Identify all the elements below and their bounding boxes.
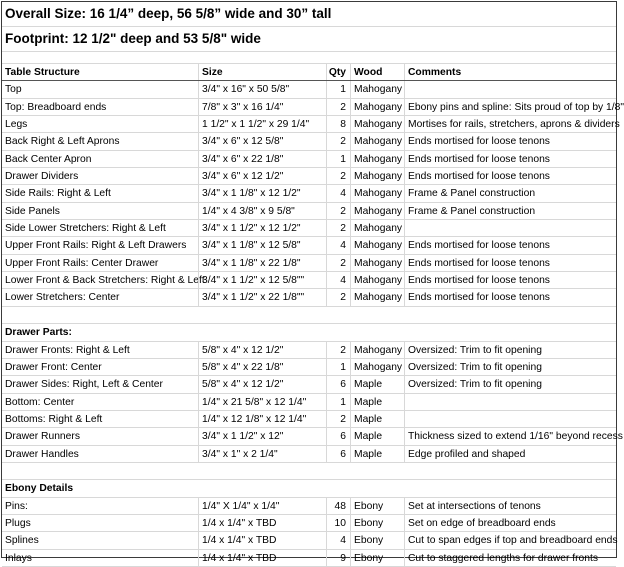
part-cell: Side Lower Stretchers: Right & Left [5, 223, 166, 235]
comments-cell: Ends mortised for loose tenons [404, 168, 616, 184]
size-cell: 1 1/2" x 1 1/2" x 29 1/4" [198, 116, 326, 132]
wood-cell: Mahogany [350, 272, 404, 288]
wood-cell: Mahogany [350, 133, 404, 149]
wood-cell: Mahogany [350, 342, 404, 358]
comments-cell: Oversized: Trim to fit opening [404, 359, 616, 375]
table-row [2, 116, 620, 133]
qty-cell: 48 [326, 498, 350, 514]
empty-row [2, 307, 616, 324]
qty-cell: 4 [326, 532, 350, 548]
ebony-details-heading [2, 480, 616, 497]
drawer-parts-title: Drawer Parts: [5, 327, 72, 339]
part-cell: Legs [5, 119, 28, 131]
part-cell: Drawer Fronts: Right & Left [5, 344, 130, 356]
qty-cell: 8 [326, 116, 350, 132]
spacer-row [2, 52, 616, 64]
comments-cell: Ends mortised for loose tenons [404, 255, 616, 271]
table-row [2, 168, 616, 185]
comments-cell: Cut to span edges if top and breadboard ends [404, 532, 616, 548]
qty-cell: 4 [326, 185, 350, 201]
qty-cell: 6 [326, 428, 350, 444]
wood-cell: Maple [350, 411, 404, 427]
wood-cell: Mahogany [350, 203, 404, 219]
comments-cell [404, 394, 616, 410]
comments-cell [404, 81, 616, 97]
qty-cell: 2 [326, 220, 350, 236]
part-cell: Lower Front & Back Stretchers: Right & Left [5, 275, 205, 287]
table-row [2, 133, 616, 150]
size-cell: 1/4" x 4 3/8" x 9 5/8" [198, 203, 326, 219]
table-row [2, 81, 616, 98]
table-row [2, 498, 616, 515]
part-cell: Upper Front Rails: Right & Left Drawers [5, 240, 187, 252]
comments-cell: Frame & Panel construction [404, 203, 616, 219]
size-cell: 3/4" x 1 1/8" x 22 1/8" [198, 255, 326, 271]
wood-cell: Mahogany [350, 185, 404, 201]
size-cell: 1/4" x 12 1/8" x 12 1/4" [198, 411, 326, 427]
qty-cell: 2 [326, 289, 350, 305]
table-row [2, 342, 616, 359]
size-cell: 3/4" x 1 1/2" x 12" [198, 428, 326, 444]
part-cell: Back Center Apron [5, 153, 92, 165]
part-cell: Drawer Handles [5, 448, 79, 460]
table-row [2, 428, 623, 445]
qty-cell: 6 [326, 376, 350, 392]
table-row [2, 220, 616, 237]
wood-cell: Mahogany [350, 255, 404, 271]
part-cell: Splines [5, 535, 39, 547]
size-cell: 1/4 x 1/4" x TBD [198, 550, 326, 566]
wood-cell: Maple [350, 394, 404, 410]
qty-cell: 2 [326, 203, 350, 219]
table-row [2, 376, 616, 393]
size-cell: 3/4" x 1 1/2" x 12 5/8"" [198, 272, 326, 288]
wood-cell: Mahogany [350, 220, 404, 236]
size-cell: 3/4" x 16" x 50 5/8" [198, 81, 326, 97]
size-cell: 1/4 x 1/4" x TBD [198, 515, 326, 531]
overall-size-title: Overall Size: 16 1/4” deep, 56 5/8” wide and 30” tall [2, 2, 616, 27]
wood-cell: Maple [350, 428, 404, 444]
wood-cell: Ebony [350, 532, 404, 548]
size-cell: 5/8" x 4" x 22 1/8" [198, 359, 326, 375]
qty-cell: 10 [326, 515, 350, 531]
part-cell: Drawer Dividers [5, 171, 79, 183]
part-cell: Side Panels [5, 205, 60, 217]
part-cell: Top: Breadboard ends [5, 101, 107, 113]
ebony-details-title: Ebony Details [5, 483, 74, 495]
qty-cell: 2 [326, 342, 350, 358]
table-row [2, 203, 616, 220]
wood-cell: Mahogany [350, 99, 404, 115]
part-cell: Drawer Runners [5, 431, 80, 443]
comments-cell: Ends mortised for loose tenons [404, 272, 616, 288]
comments-cell: Ends mortised for loose tenons [404, 151, 616, 167]
ebony-details-section [2, 498, 616, 567]
qty-cell: 4 [326, 237, 350, 253]
wood-cell: Mahogany [350, 168, 404, 184]
drawer-parts-heading [2, 324, 616, 341]
wood-cell: Maple [350, 446, 404, 462]
comments-cell: Edge profiled and shaped [404, 446, 616, 462]
wood-cell: Ebony [350, 515, 404, 531]
comments-cell [404, 220, 616, 236]
comments-cell: Ebony pins and spline: Sits proud of top by 1/8" [404, 99, 616, 115]
comments-cell: Ends mortised for loose tenons [404, 289, 616, 305]
wood-cell: Mahogany [350, 237, 404, 253]
qty-cell: 2 [326, 133, 350, 149]
size-cell: 5/8" x 4" x 12 1/2" [198, 342, 326, 358]
qty-cell: 1 [326, 359, 350, 375]
qty-cell: 6 [326, 446, 350, 462]
part-cell: Top [5, 84, 22, 96]
qty-cell: 1 [326, 151, 350, 167]
comments-cell: Ends mortised for loose tenons [404, 133, 616, 149]
size-cell: 3/4" x 6" x 12 1/2" [198, 168, 326, 184]
table-row [2, 359, 616, 376]
comments-cell: Cut to staggered lengths for drawer fronts [404, 550, 616, 566]
drawer-parts-section [2, 342, 623, 463]
part-cell: Bottom: Center [5, 396, 75, 408]
comments-cell: Set at intersections of tenons [404, 498, 616, 514]
size-cell: 1/4 x 1/4" x TBD [198, 532, 326, 548]
table-row [2, 272, 616, 289]
size-cell: 3/4" x 6" x 12 5/8" [198, 133, 326, 149]
table-row [2, 394, 616, 411]
wood-cell: Mahogany [350, 81, 404, 97]
table-row [2, 550, 616, 567]
wood-cell: Mahogany [350, 116, 404, 132]
comments-cell: Set on edge of breadboard ends [404, 515, 616, 531]
comments-cell: Oversized: Trim to fit opening [404, 342, 616, 358]
qty-cell: 9 [326, 550, 350, 566]
size-cell: 3/4" x 1 1/2" x 22 1/8"" [198, 289, 326, 305]
table-structure-section [2, 81, 624, 306]
empty-row [2, 463, 616, 480]
header-comments: Comments [404, 64, 616, 80]
table-row [2, 185, 616, 202]
table-row [2, 237, 616, 254]
header-qty: Qty [326, 64, 350, 80]
table-row [2, 99, 624, 116]
qty-cell: 1 [326, 394, 350, 410]
header-wood: Wood [350, 64, 404, 80]
qty-cell: 2 [326, 99, 350, 115]
part-cell: Bottoms: Right & Left [5, 413, 103, 425]
wood-cell: Maple [350, 376, 404, 392]
header-part: Table Structure [5, 67, 80, 78]
part-cell: Drawer Sides: Right, Left & Center [5, 379, 163, 391]
table-row [2, 515, 616, 532]
wood-cell: Ebony [350, 498, 404, 514]
wood-cell: Mahogany [350, 359, 404, 375]
table-row [2, 151, 616, 168]
cut-list-sheet [1, 1, 624, 564]
qty-cell: 2 [326, 411, 350, 427]
size-cell: 1/4" X 1/4" x 1/4" [198, 498, 326, 514]
part-cell: Pins: [5, 500, 28, 512]
comments-cell: Oversized: Trim to fit opening [404, 376, 616, 392]
comments-cell: Thickness sized to extend 1/16" beyond recess [404, 428, 616, 444]
part-cell: Upper Front Rails: Center Drawer [5, 257, 159, 269]
size-cell: 3/4" x 1 1/2" x 12 1/2" [198, 220, 326, 236]
qty-cell: 1 [326, 81, 350, 97]
table-row [2, 255, 616, 272]
size-cell: 1/4" x 21 5/8" x 12 1/4" [198, 394, 326, 410]
wood-cell: Mahogany [350, 289, 404, 305]
part-cell: Side Rails: Right & Left [5, 188, 111, 200]
qty-cell: 4 [326, 272, 350, 288]
size-cell: 5/8" x 4" x 12 1/2" [198, 376, 326, 392]
size-cell: 7/8" x 3" x 16 1/4" [198, 99, 326, 115]
part-cell: Plugs [5, 517, 31, 529]
table-row [2, 446, 616, 463]
comments-cell [404, 411, 616, 427]
footprint-title: Footprint: 12 1/2" deep and 53 5/8" wide [2, 27, 616, 52]
comments-cell: Mortises for rails, stretchers, aprons & dividers [404, 116, 616, 132]
wood-cell: Mahogany [350, 151, 404, 167]
table-row [2, 289, 616, 306]
size-cell: 3/4" x 1" x 2 1/4" [198, 446, 326, 462]
size-cell: 3/4" x 6" x 22 1/8" [198, 151, 326, 167]
header-size: Size [198, 64, 326, 80]
part-cell: Inlays [5, 552, 32, 564]
wood-cell: Ebony [350, 550, 404, 566]
table-row [2, 411, 616, 428]
comments-cell: Frame & Panel construction [404, 185, 616, 201]
qty-cell: 2 [326, 168, 350, 184]
size-cell: 3/4" x 1 1/8" x 12 5/8" [198, 237, 326, 253]
qty-cell: 2 [326, 255, 350, 271]
table-header-row [2, 64, 616, 81]
size-cell: 3/4" x 1 1/8" x 12 1/2" [198, 185, 326, 201]
part-cell: Back Right & Left Aprons [5, 136, 120, 148]
part-cell: Drawer Front: Center [5, 361, 102, 373]
comments-cell: Ends mortised for loose tenons [404, 237, 616, 253]
table-row [2, 532, 616, 549]
part-cell: Lower Stretchers: Center [5, 292, 120, 304]
